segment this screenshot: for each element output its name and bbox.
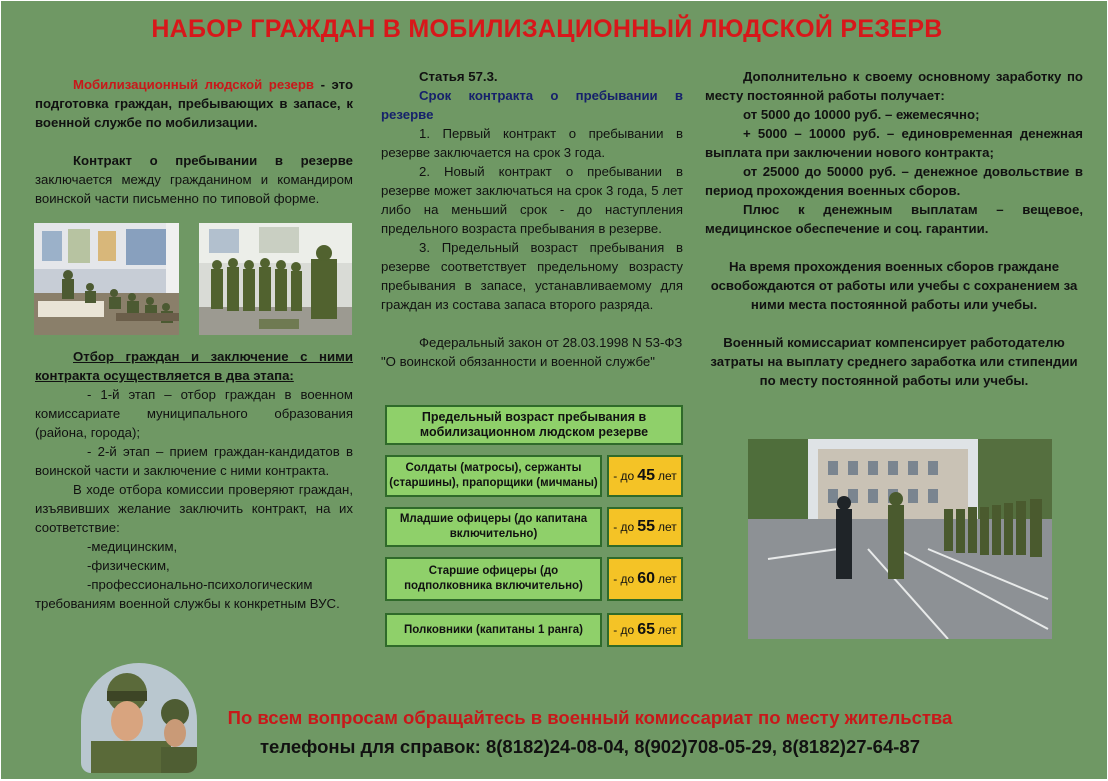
- parade-ground-photo: [748, 439, 1052, 639]
- benefit-intro: Дополнительно к своему основному заработку по месту постоянной работы получает:: [705, 69, 1083, 103]
- stage-1: - 1-й этап – отбор граждан в военном комиссариате муниципального образования (района, города);: [35, 387, 353, 440]
- age-row-label: Солдаты (матросы), сержанты (старшины), прапорщики (мичманы): [385, 455, 602, 497]
- left-selection: [35, 347, 353, 613]
- reserve-term: Мобилизационный людской резерв: [73, 77, 315, 92]
- right-benefits: [705, 67, 1083, 390]
- contract-definition: заключается между гражданином и командиром воинской части письменно по типовой форме.: [35, 172, 353, 206]
- age-table-header: Предельный возраст пребывания в мобилизационном людском резерве: [385, 405, 683, 445]
- benefit-extra: Плюс к денежным выплатам – вещевое, медицинское обеспечение и соц. гарантии.: [705, 202, 1083, 236]
- reserve-definition: - это подготовка граждан, пребывающих в запасе, к военной службе по мобилизации.: [35, 77, 354, 130]
- age-row-value: - до 65 лет: [607, 613, 683, 647]
- footer-phones: телефоны для справок: 8(8182)24-08-04, 8(902)708-05-29, 8(8182)27-64-87: [260, 736, 920, 757]
- age-row-label: Младшие офицеры (до капитана включительно): [385, 507, 602, 547]
- article-number: Статья 57.3.: [419, 69, 498, 84]
- benefit-monthly: от 5000 до 10000 руб. – ежемесячно;: [743, 107, 980, 122]
- left-intro: [35, 75, 353, 208]
- requirement-psychological: -профессионально-психологическим: [87, 577, 313, 592]
- poster: [1, 1, 1107, 779]
- age-row-value: - до 55 лет: [607, 507, 683, 547]
- footer-contact-note: По всем вопросам обращайтесь в военный комиссариат по месту жительства: [227, 707, 953, 728]
- requirement-medical: -медицинским,: [87, 539, 178, 554]
- middle-article: [381, 67, 683, 371]
- law-reference-1: Федеральный закон от 28.03.1998 N 53-ФЗ: [419, 335, 683, 350]
- requirement-tail: требованиям военной службы к конкретным ВУС.: [35, 596, 340, 611]
- benefit-training-pay: от 25000 до 50000 руб. – денежное довольствие в период прохождения военных сборов.: [705, 164, 1083, 198]
- commission-text: В ходе отбора комиссии проверяют граждан, изъявивших желание заключить контракт, на их соответствие:: [35, 482, 353, 535]
- article-point-2: 2. Новый контракт о пребывании в резерве может заключаться на срок 3 года, 5 лет либо на меньший срок - до наступления предельного возраста пребывания в резерве.: [381, 164, 683, 236]
- selection-heading: Отбор граждан и заключение с ними контракта осуществляется в два этапа:: [35, 349, 353, 383]
- stage-2: - 2-й этап – прием граждан-кандидатов в воинской части и заключение с ними контракта.: [35, 444, 353, 478]
- requirement-physical: -физическим,: [87, 558, 170, 573]
- benefit-lump-sum: + 5000 – 10000 руб. – единовременная денежная выплата при заключении нового контракта;: [705, 126, 1083, 160]
- classroom-photo: [34, 223, 179, 335]
- poster-title: НАБОР ГРАЖДАН В МОБИЛИЗАЦИОННЫЙ ЛЮДСКОЙ РЕЗЕРВ: [151, 15, 943, 43]
- age-row-value: - до 45 лет: [607, 455, 683, 497]
- article-point-1: 1. Первый контракт о пребывании в резерве заключается на срок 3 года.: [381, 126, 683, 160]
- article-point-3: 3. Предельный возраст пребывания в резерве соответствует предельному возрасту пребывания в запасе, устанавливаемому для граждан из состава запаса второго разряда.: [381, 240, 683, 312]
- article-title: Срок контракта о пребывании в резерве: [381, 88, 683, 122]
- soldiers-portrait-photo: [81, 663, 197, 773]
- employer-compensation-note: Военный комиссариат компенсирует работодателю затраты на выплату среднего заработка или стипендии по месту постоянной работы или учебы.: [710, 335, 1078, 388]
- age-row-value: - до 60 лет: [607, 557, 683, 601]
- job-retention-note: На время прохождения военных сборов граждане освобождаются от работы или учебы с сохранением за ними места постоянной работы или учебы.: [710, 259, 1078, 312]
- age-row-label: Старшие офицеры (до подполковника включительно): [385, 557, 602, 601]
- age-row-label: Полковники (капитаны 1 ранга): [385, 613, 602, 647]
- contract-term: Контракт о пребывании в резерве: [73, 153, 353, 168]
- formation-indoor-photo: [199, 223, 352, 335]
- law-reference-2: "О воинской обязанности и военной службе": [381, 354, 655, 369]
